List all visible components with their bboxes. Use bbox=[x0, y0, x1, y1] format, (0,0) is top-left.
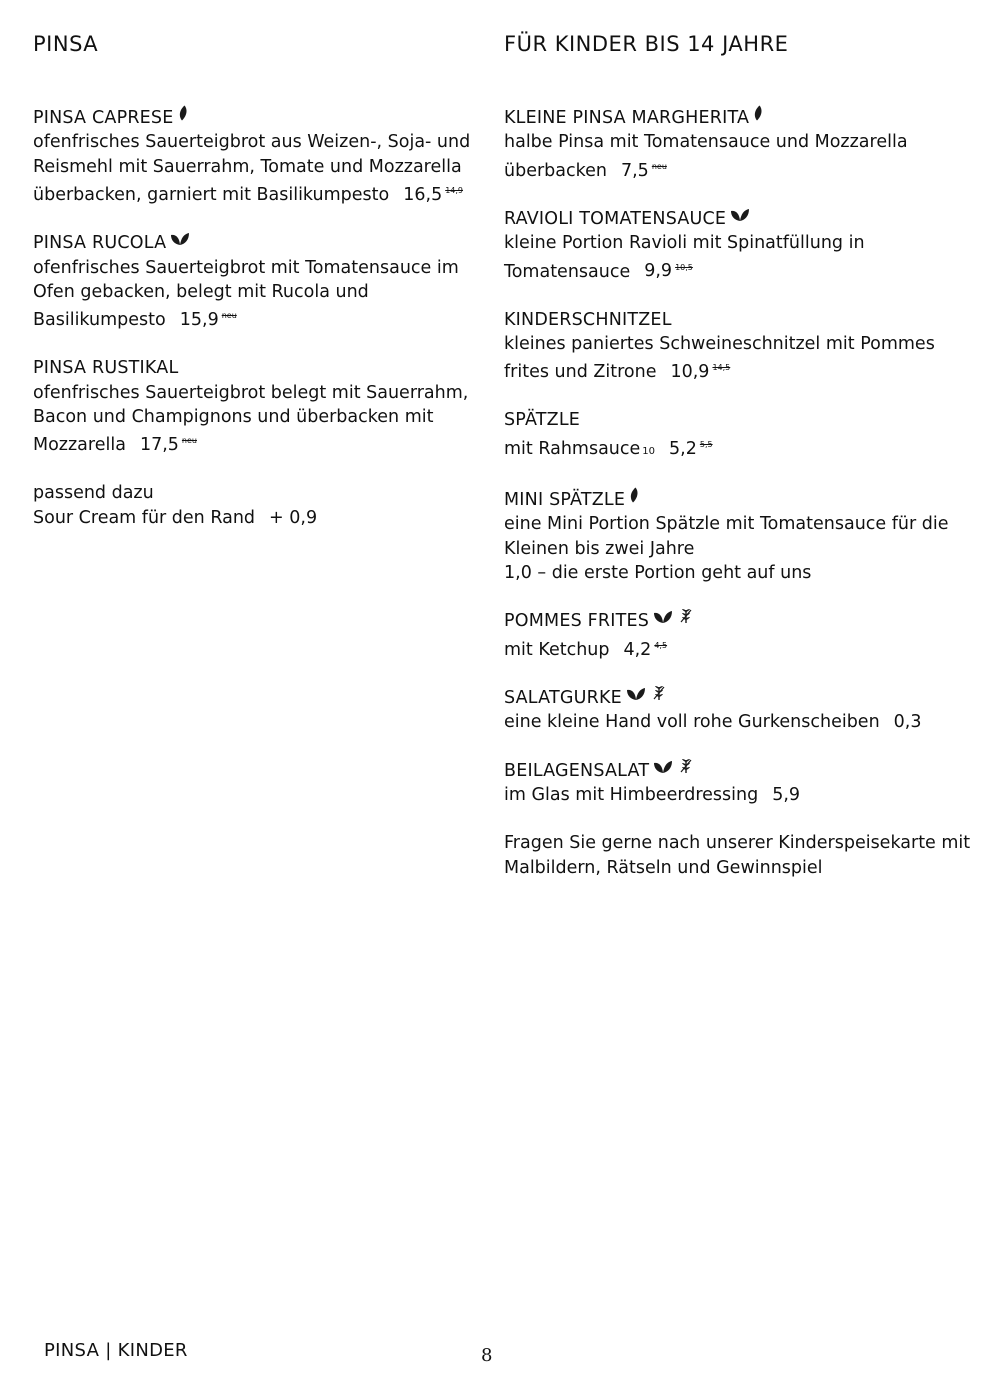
menu-item-price: 9,9 bbox=[644, 261, 673, 282]
vegan-icon bbox=[653, 607, 673, 631]
menu-item-name-line bbox=[504, 408, 974, 432]
menu-item-desc-text: im Glas mit Himbeerdressing bbox=[504, 785, 759, 806]
menu-item bbox=[504, 106, 974, 183]
menu-item bbox=[504, 308, 974, 385]
menu-item bbox=[504, 686, 974, 735]
menu-item-desc-text: kleines paniertes Schweineschnitzel mit Pommes frites und Zitrone bbox=[504, 334, 935, 383]
menu-item-name-line bbox=[504, 759, 974, 783]
menu-item-name: RAVIOLI TOMATENSAUCE bbox=[504, 209, 727, 230]
menu-item bbox=[33, 231, 473, 332]
menu-item-desc-text: eine Mini Portion Spätzle mit Tomatensauce für die Kleinen bis zwei Jahre bbox=[504, 514, 949, 559]
menu-item bbox=[504, 488, 974, 585]
menu-item-description bbox=[504, 231, 974, 283]
menu-item bbox=[504, 207, 974, 284]
section-title-kinder: FÜR KINDER BIS 14 JAHRE bbox=[504, 32, 789, 56]
menu-item-name-line bbox=[504, 488, 974, 512]
menu-item-description bbox=[33, 130, 473, 207]
menu-item-description bbox=[33, 256, 473, 333]
menu-item-price: 4,2 bbox=[623, 639, 652, 660]
menu-item-old-price: 5,5 bbox=[699, 439, 713, 449]
menu-item-desc-text: eine kleine Hand voll rohe Gurkenscheiben bbox=[504, 712, 880, 733]
extra-line1: passend dazu bbox=[33, 483, 154, 504]
menu-item-description bbox=[504, 710, 974, 734]
menu-item-old-price: 4,5 bbox=[654, 640, 668, 650]
menu-item-price: 7,5 bbox=[620, 160, 649, 181]
menu-item-name: SALATGURKE bbox=[504, 687, 622, 708]
menu-item-price: 0,3 bbox=[893, 712, 922, 733]
menu-item-old-price: 10,5 bbox=[675, 262, 693, 272]
vegan-icon bbox=[170, 229, 190, 253]
menu-item-name-line bbox=[33, 231, 473, 255]
leaf-icon bbox=[629, 486, 639, 510]
menu-item-price: 5,2 bbox=[669, 438, 697, 459]
menu-item-desc-text: halbe Pinsa mit Tomatensauce und Mozzarella überbacken bbox=[504, 132, 908, 181]
extra-price: + 0,9 bbox=[269, 507, 318, 528]
right-column bbox=[504, 30, 974, 904]
menu-item bbox=[504, 759, 974, 808]
menu-item-description bbox=[504, 433, 974, 464]
vegan-icon bbox=[730, 205, 750, 229]
vegan-icon bbox=[626, 684, 646, 708]
menu-item-name: PINSA RUCOLA bbox=[33, 233, 167, 254]
extra-note bbox=[33, 481, 473, 530]
menu-item-name-line bbox=[504, 686, 974, 710]
menu-item-description bbox=[504, 783, 974, 807]
menu-item-old-price: 14,9 bbox=[445, 186, 464, 196]
menu-item bbox=[33, 356, 473, 457]
extra-line2-text: Sour Cream für den Rand bbox=[33, 507, 256, 528]
menu-item-price: 17,5 bbox=[139, 435, 179, 456]
menu-item-desc-text: ofenfrisches Sauerteigbrot mit Tomatensauce im Ofen gebacken, belegt mit Rucola und Basilikumpesto bbox=[33, 257, 459, 331]
vegan-icon bbox=[653, 757, 673, 781]
menu-item-description bbox=[504, 512, 974, 561]
menu-item-name-line bbox=[33, 106, 473, 130]
menu-item-name: BEILAGENSALAT bbox=[504, 760, 650, 781]
menu-item-price: 5,9 bbox=[772, 785, 801, 806]
leaf-icon bbox=[753, 104, 763, 128]
extra-line2 bbox=[33, 506, 473, 530]
pinsa-items bbox=[33, 106, 473, 457]
menu-item-description bbox=[504, 634, 974, 662]
gluten-free-icon bbox=[679, 607, 693, 631]
menu-item bbox=[33, 106, 473, 207]
menu-item-price: 10,9 bbox=[670, 362, 710, 383]
menu-item-name: KINDERSCHNITZEL bbox=[504, 309, 672, 330]
menu-item-name: POMMES FRITES bbox=[504, 611, 650, 632]
left-column bbox=[33, 30, 473, 554]
menu-item-description bbox=[504, 130, 974, 182]
menu-item-name: PINSA CAPRESE bbox=[33, 108, 174, 129]
menu-item-old-price: neu bbox=[221, 311, 237, 321]
menu-item-name: PINSA RUSTIKAL bbox=[33, 358, 179, 379]
page-number: 8 bbox=[481, 1345, 493, 1366]
footer-label: PINSA | KINDER bbox=[44, 1340, 188, 1361]
menu-item-allergen: 10 bbox=[642, 445, 656, 457]
menu-item bbox=[504, 609, 974, 662]
menu-item-description bbox=[504, 332, 974, 384]
menu-item-name: MINI SPÄTZLE bbox=[504, 490, 626, 511]
gluten-free-icon bbox=[652, 684, 666, 708]
menu-item-old-price: neu bbox=[181, 436, 197, 446]
gluten-free-icon bbox=[679, 757, 693, 781]
menu-item-price: 16,5 bbox=[403, 184, 443, 205]
menu-item-old-price: 14,5 bbox=[712, 363, 731, 373]
menu-item-name-line bbox=[504, 609, 974, 633]
menu-item-name-line bbox=[504, 207, 974, 231]
menu-item-description bbox=[33, 381, 473, 458]
menu-item-desc-text: mit Rahmsauce bbox=[504, 438, 641, 459]
menu-item bbox=[504, 408, 974, 463]
menu-item-desc-text: ofenfrisches Sauerteigbrot aus Weizen-, Soja- und Reismehl mit Sauerrahm, Tomate und Mozzarella überbacken, garniert mit Basilikumpesto bbox=[33, 132, 471, 205]
section-title-pinsa: PINSA bbox=[33, 32, 99, 56]
menu-item-desc-text: mit Ketchup bbox=[504, 639, 610, 660]
menu-item-desc-text: kleine Portion Ravioli mit Spinatfüllung in Tomatensauce bbox=[504, 233, 865, 282]
menu-item-name-line bbox=[33, 356, 473, 380]
menu-item-desc-text: ofenfrisches Sauerteigbrot belegt mit Sauerrahm, Bacon und Champignons und überbacken mit Mozzarella bbox=[33, 382, 469, 456]
menu-item-old-price: neu bbox=[651, 161, 667, 171]
menu-item-name-line bbox=[504, 308, 974, 332]
menu-item-name: KLEINE PINSA MARGHERITA bbox=[504, 108, 750, 129]
leaf-icon bbox=[178, 104, 188, 128]
kinder-items bbox=[504, 106, 974, 807]
menu-item-desc-extra: 1,0 – die erste Portion geht auf uns bbox=[504, 562, 812, 583]
menu-item-name: SPÄTZLE bbox=[504, 410, 581, 431]
kinder-note: Fragen Sie gerne nach unserer Kinderspeisekarte mit Malbildern, Rätseln und Gewinnspiel bbox=[504, 833, 971, 878]
menu-item-price: 15,9 bbox=[179, 310, 219, 331]
menu-item-name-line bbox=[504, 106, 974, 130]
